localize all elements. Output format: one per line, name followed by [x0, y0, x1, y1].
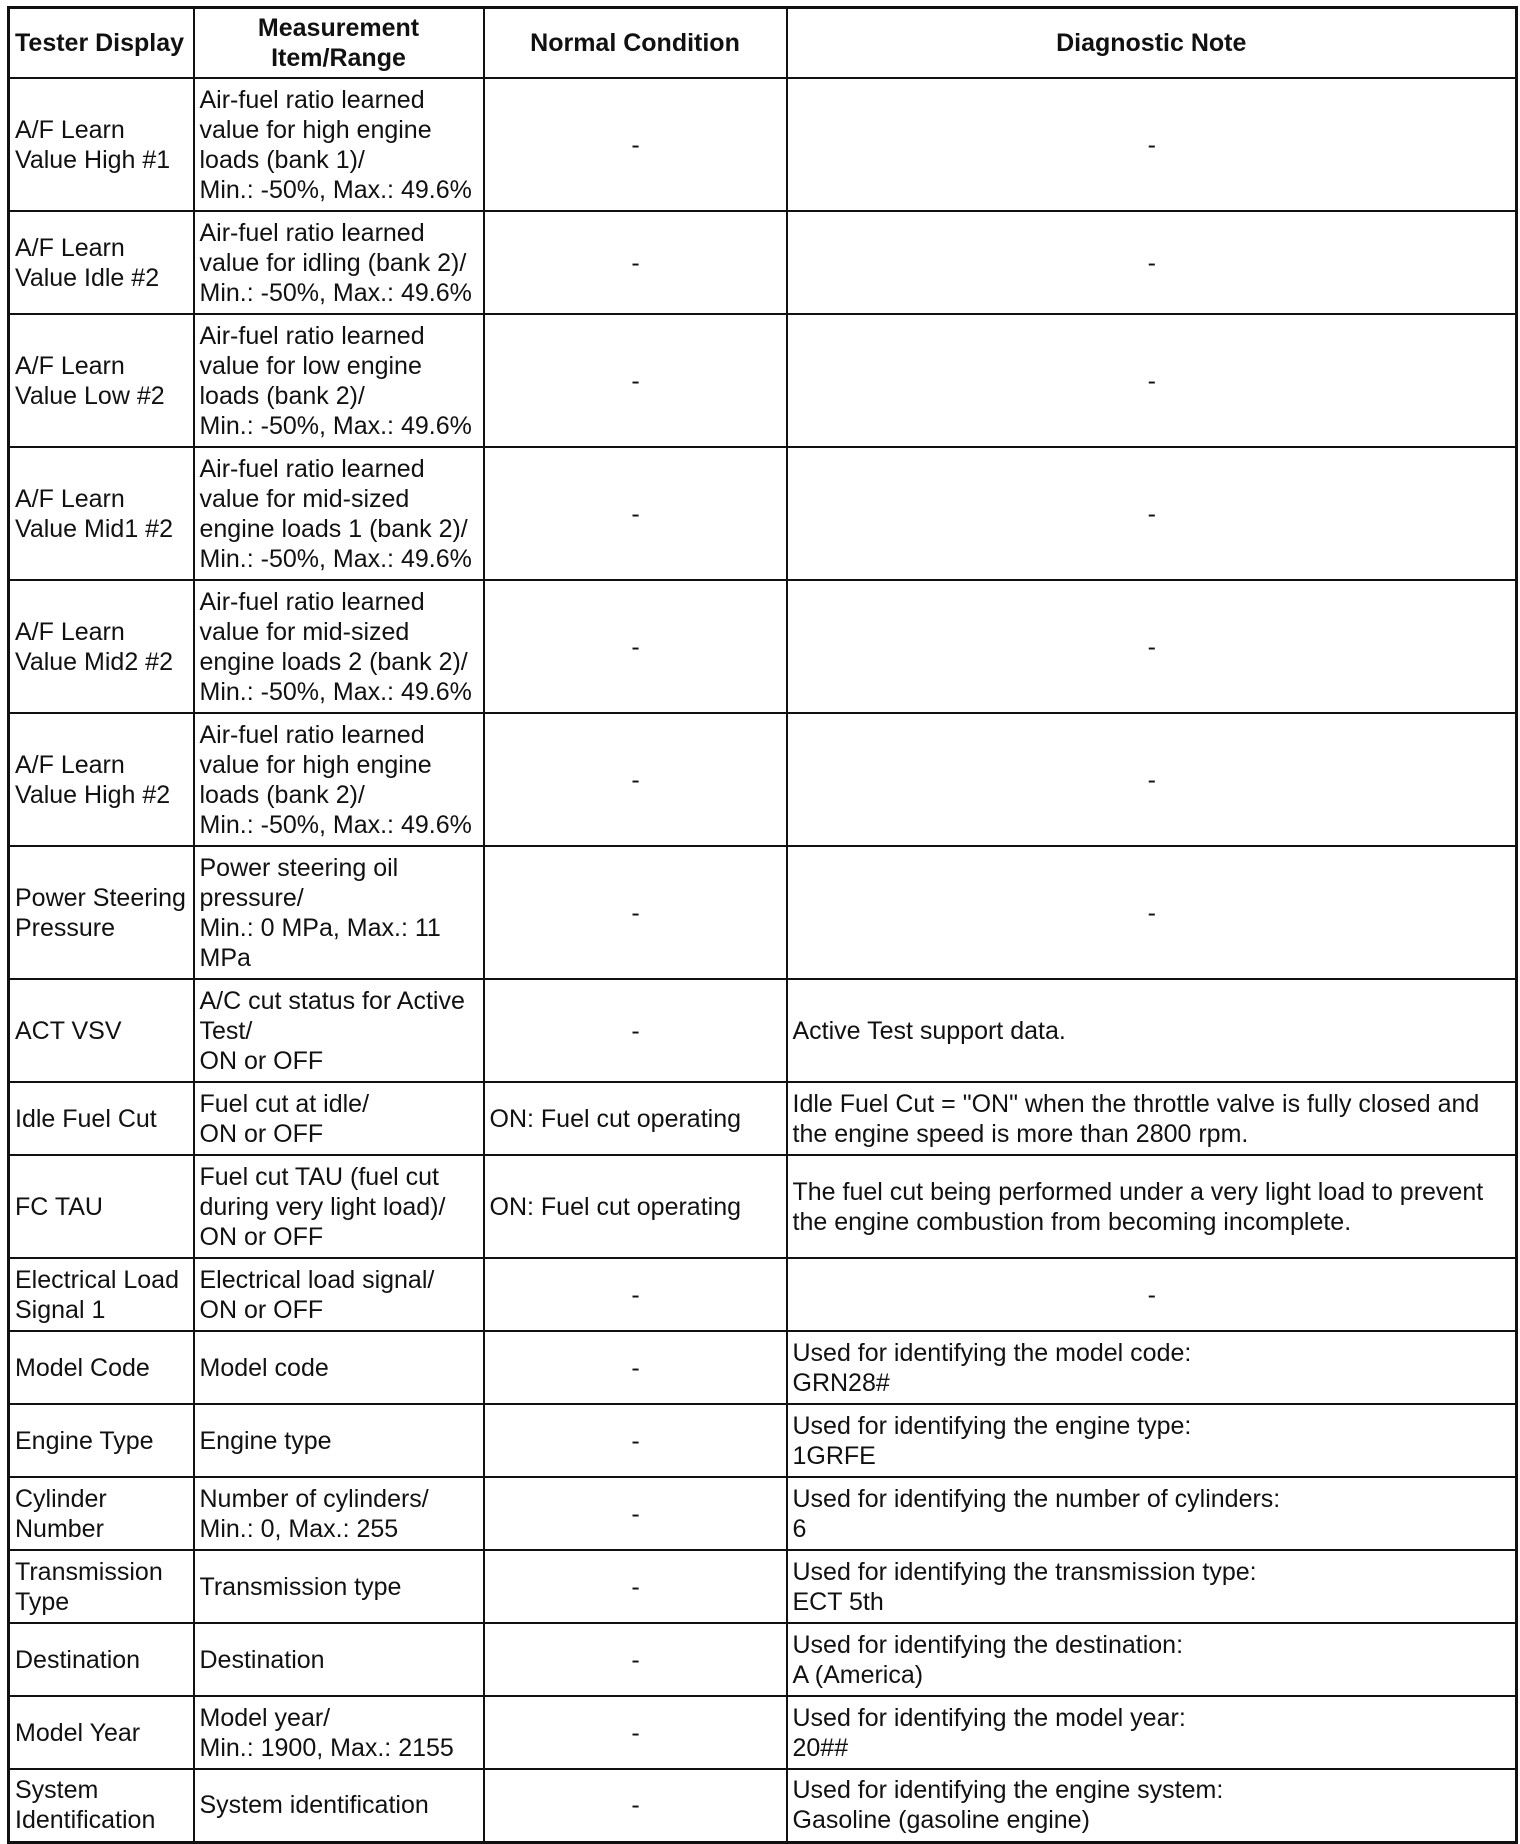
table-row [9, 447, 1517, 580]
table-row [9, 1769, 1517, 1842]
measurement-cell: A/C cut status for Active Test/ ON or OFF [194, 979, 484, 1082]
tester-display-cell: Cylinder Number [9, 1477, 194, 1550]
diagnostic-note-cell: Idle Fuel Cut = "ON" when the throttle valve is fully closed and the engine speed is more than 2800 rpm. [787, 1082, 1517, 1155]
normal-condition-cell: - [484, 1696, 787, 1769]
diagnostic-note-cell: - [787, 580, 1517, 713]
normal-condition-cell: - [484, 447, 787, 580]
table-row [9, 846, 1517, 979]
measurement-cell: System identification [194, 1769, 484, 1842]
measurement-cell: Number of cylinders/ Min.: 0, Max.: 255 [194, 1477, 484, 1550]
diagnostic-note-cell: - [787, 211, 1517, 314]
diagnostic-note-cell: - [787, 713, 1517, 846]
measurement-cell: Air-fuel ratio learned value for high engine loads (bank 1)/ Min.: -50%, Max.: 49.6% [194, 78, 484, 211]
header-normal-condition: Normal Condition [484, 8, 787, 79]
normal-condition-cell: - [484, 1331, 787, 1404]
normal-condition-cell: - [484, 979, 787, 1082]
diagnostic-note-cell: - [787, 314, 1517, 447]
normal-condition-cell: - [484, 1623, 787, 1696]
diagnostic-note-cell: - [787, 1258, 1517, 1331]
table-row [9, 211, 1517, 314]
table-row [9, 314, 1517, 447]
tester-display-cell: Model Year [9, 1696, 194, 1769]
measurement-cell: Power steering oil pressure/ Min.: 0 MPa, Max.: 11 MPa [194, 846, 484, 979]
diagnostic-note-cell: - [787, 78, 1517, 211]
measurement-cell: Model year/ Min.: 1900, Max.: 2155 [194, 1696, 484, 1769]
tester-display-cell: A/F Learn Value Low #2 [9, 314, 194, 447]
normal-condition-cell: - [484, 1258, 787, 1331]
normal-condition-cell: - [484, 314, 787, 447]
tester-display-cell: A/F Learn Value High #1 [9, 78, 194, 211]
normal-condition-cell: - [484, 1550, 787, 1623]
measurement-cell: Destination [194, 1623, 484, 1696]
table-row [9, 1404, 1517, 1477]
diagnostic-note-cell: Used for identifying the engine system: Gasoline (gasoline engine) [787, 1769, 1517, 1842]
header-row [9, 8, 1517, 79]
tester-display-cell: Engine Type [9, 1404, 194, 1477]
diagnostic-note-cell: Used for identifying the engine type: 1GRFE [787, 1404, 1517, 1477]
measurement-cell: Air-fuel ratio learned value for low engine loads (bank 2)/ Min.: -50%, Max.: 49.6% [194, 314, 484, 447]
table-row [9, 1155, 1517, 1258]
tester-display-cell: Idle Fuel Cut [9, 1082, 194, 1155]
measurement-cell: Electrical load signal/ ON or OFF [194, 1258, 484, 1331]
diagnostic-note-cell: The fuel cut being performed under a very light load to prevent the engine combustion from becoming incomplete. [787, 1155, 1517, 1258]
header-tester-display: Tester Display [9, 8, 194, 79]
normal-condition-cell: - [484, 78, 787, 211]
tester-display-cell: A/F Learn Value Idle #2 [9, 211, 194, 314]
measurement-cell: Air-fuel ratio learned value for idling (bank 2)/ Min.: -50%, Max.: 49.6% [194, 211, 484, 314]
tester-display-cell: Power Steering Pressure [9, 846, 194, 979]
diagnostic-note-cell: - [787, 846, 1517, 979]
tester-display-cell: A/F Learn Value High #2 [9, 713, 194, 846]
table-row [9, 1477, 1517, 1550]
measurement-cell: Transmission type [194, 1550, 484, 1623]
table-row [9, 1696, 1517, 1769]
table-row [9, 1331, 1517, 1404]
measurement-cell: Fuel cut TAU (fuel cut during very light load)/ ON or OFF [194, 1155, 484, 1258]
tester-display-cell: A/F Learn Value Mid1 #2 [9, 447, 194, 580]
tester-display-cell: Model Code [9, 1331, 194, 1404]
table-row [9, 78, 1517, 211]
normal-condition-cell: ON: Fuel cut operating [484, 1155, 787, 1258]
tester-display-cell: FC TAU [9, 1155, 194, 1258]
diagnostic-note-cell: Active Test support data. [787, 979, 1517, 1082]
table-row [9, 1623, 1517, 1696]
normal-condition-cell: - [484, 846, 787, 979]
data-list-table [7, 6, 1518, 1844]
header-measurement: Measurement Item/Range [194, 8, 484, 79]
measurement-cell: Model code [194, 1331, 484, 1404]
header-diagnostic-note: Diagnostic Note [787, 8, 1517, 79]
measurement-cell: Fuel cut at idle/ ON or OFF [194, 1082, 484, 1155]
table-row [9, 1082, 1517, 1155]
measurement-cell: Air-fuel ratio learned value for mid-sized engine loads 1 (bank 2)/ Min.: -50%, Max.: 49.6% [194, 447, 484, 580]
table-row [9, 979, 1517, 1082]
table-row [9, 1258, 1517, 1331]
diagnostic-note-cell: Used for identifying the model year: 20## [787, 1696, 1517, 1769]
measurement-cell: Air-fuel ratio learned value for mid-sized engine loads 2 (bank 2)/ Min.: -50%, Max.: 49.6% [194, 580, 484, 713]
measurement-cell: Engine type [194, 1404, 484, 1477]
diagnostic-note-cell: Used for identifying the model code: GRN28# [787, 1331, 1517, 1404]
normal-condition-cell: - [484, 1769, 787, 1842]
table-row [9, 580, 1517, 713]
normal-condition-cell: - [484, 211, 787, 314]
tester-display-cell: System Identification [9, 1769, 194, 1842]
normal-condition-cell: - [484, 580, 787, 713]
tester-display-cell: ACT VSV [9, 979, 194, 1082]
measurement-cell: Air-fuel ratio learned value for high engine loads (bank 2)/ Min.: -50%, Max.: 49.6% [194, 713, 484, 846]
normal-condition-cell: - [484, 1404, 787, 1477]
normal-condition-cell: - [484, 1477, 787, 1550]
tester-display-cell: A/F Learn Value Mid2 #2 [9, 580, 194, 713]
tester-display-cell: Electrical Load Signal 1 [9, 1258, 194, 1331]
diagnostic-note-cell: Used for identifying the number of cylinders: 6 [787, 1477, 1517, 1550]
tester-display-cell: Transmission Type [9, 1550, 194, 1623]
diagnostic-note-cell: Used for identifying the transmission type: ECT 5th [787, 1550, 1517, 1623]
normal-condition-cell: - [484, 713, 787, 846]
diagnostic-note-cell: - [787, 447, 1517, 580]
diagnostic-note-cell: Used for identifying the destination: A (America) [787, 1623, 1517, 1696]
table-row [9, 713, 1517, 846]
tester-display-cell: Destination [9, 1623, 194, 1696]
normal-condition-cell: ON: Fuel cut operating [484, 1082, 787, 1155]
table-row [9, 1550, 1517, 1623]
